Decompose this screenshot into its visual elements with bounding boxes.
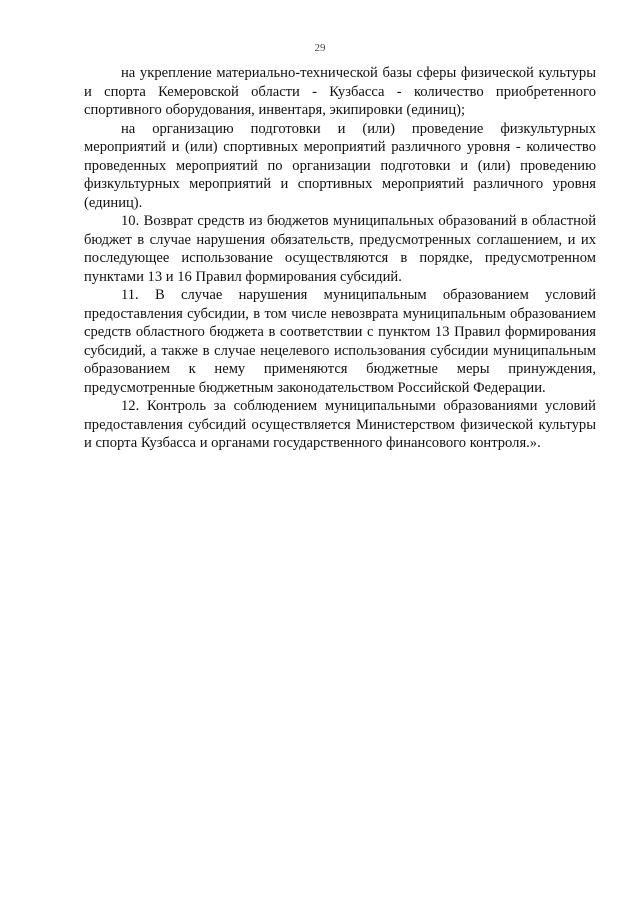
paragraph-events-indicator: на организацию подготовки и (или) проведение физкультурных мероприятий и (или) спортивных мероприятий различного уровня - количество проведенных мероприятий по организации подготовки и (или) проведению физкультурных мероприятий и спортивных мероприятий различного уровня (единиц). — [84, 120, 596, 211]
paragraph-equipment-indicator: на укрепление материально-технической базы сферы физической культуры и спорта Кемеровской области - Кузбасса - количество приобретенного спортивного оборудования, инвентаря, экипировки (единиц); — [84, 65, 596, 118]
paragraph-clause-11: 11. В случае нарушения муниципальным образованием условий предоставления субсидии, в том числе невозврата муниципальным образованием средств областного бюджета в соответствии с пунктом 13 Правил формирования субсидий, а также в случае нецелевого использования субсидии муниципальным образованием к нему применяются бюджетные меры принуждения, предусмотренные бюджетным законодательством Российской Федерации. — [84, 287, 596, 396]
paragraph-clause-12: 12. Контроль за соблюдением муниципальными образованиями условий предоставления субсидий осуществляется Министерством физической культуры и спорта Кузбасса и органами государственного финансового контроля.». — [84, 398, 596, 451]
paragraph-clause-10: 10. Возврат средств из бюджетов муниципальных образований в областной бюджет в случае нарушения обязательств, предусмотренных соглашением, и их последующее использование осуществляются в порядке, предусмотренном пунктами 13 и 16 Правил формирования субсидий. — [84, 213, 596, 285]
document-body — [84, 64, 596, 453]
page-number: 29 — [314, 42, 326, 54]
